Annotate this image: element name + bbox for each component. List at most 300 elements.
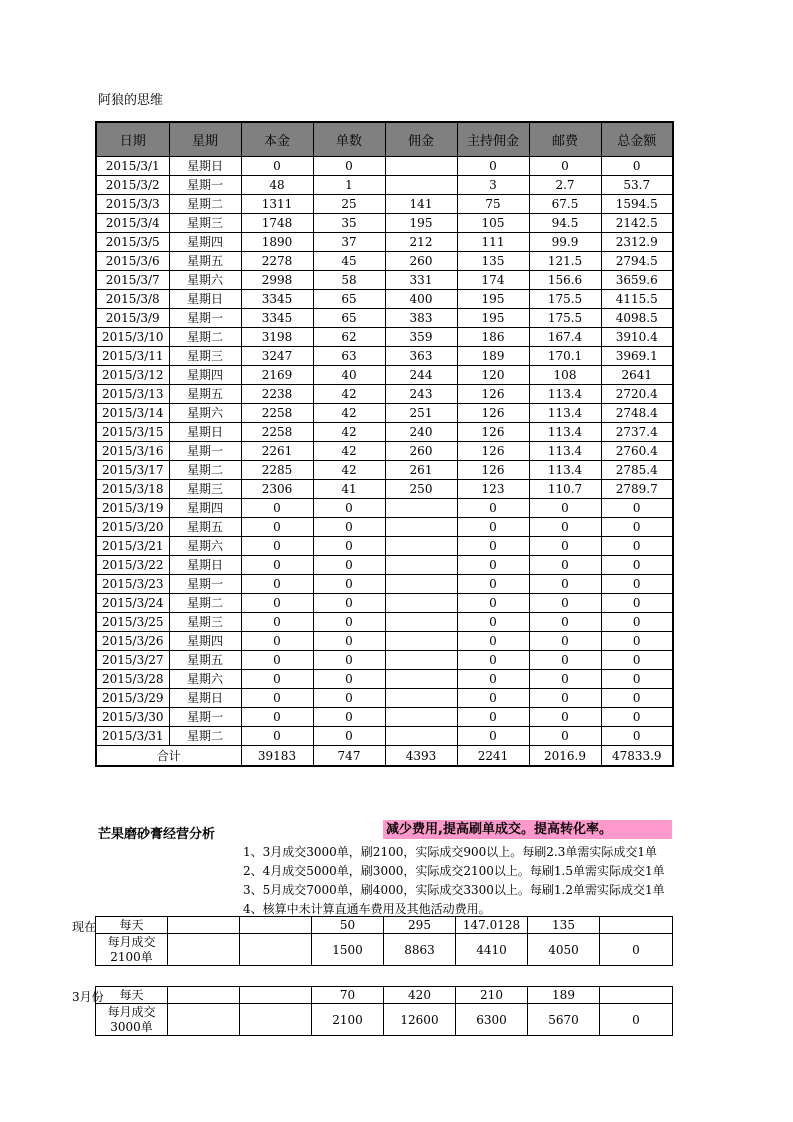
analysis-cell: 0: [600, 934, 673, 966]
cell-commission: [385, 594, 457, 613]
cell-principal: 3198: [241, 328, 313, 347]
table-row: [96, 423, 673, 442]
cell-host-commission: 0: [457, 518, 529, 537]
note-2: 2、4月成交5000单，刷3000，实际成交2100以上。每刷1.5单需实际成交1单: [243, 864, 665, 878]
highlight-note: 减少费用,提高刷单成交。提高转化率。: [383, 820, 672, 839]
analysis-row-label: 每月成交2100单: [96, 934, 168, 966]
cell-weekday: 星期一: [169, 176, 241, 195]
cell-commission: 260: [385, 442, 457, 461]
cell-date: 2015/3/31: [96, 727, 169, 746]
cell-weekday: 星期五: [169, 385, 241, 404]
cell-host-commission: 0: [457, 651, 529, 670]
cell-weekday: 星期二: [169, 328, 241, 347]
cell-total-amount: 0: [601, 727, 673, 746]
cell-weekday: 星期一: [169, 575, 241, 594]
cell-commission: [385, 670, 457, 689]
analysis-cell: [240, 934, 312, 966]
note-1: 1、3月成交3000单，刷2100，实际成交900以上。每刷2.3单需实际成交1单: [243, 845, 657, 859]
cell-date: 2015/3/20: [96, 518, 169, 537]
analysis-cell: 147.0128: [456, 917, 528, 934]
cell-commission: 261: [385, 461, 457, 480]
cell-weekday: 星期四: [169, 366, 241, 385]
cell-date: 2015/3/17: [96, 461, 169, 480]
cell-total-amount: 2794.5: [601, 252, 673, 271]
total-postage: 2016.9: [529, 746, 601, 767]
cell-postage: 0: [529, 518, 601, 537]
table-row: [96, 689, 673, 708]
table-row: [96, 518, 673, 537]
cell-weekday: 星期日: [169, 157, 241, 176]
cell-date: 2015/3/16: [96, 442, 169, 461]
cell-weekday: 星期五: [169, 651, 241, 670]
cell-commission: 244: [385, 366, 457, 385]
cell-date: 2015/3/8: [96, 290, 169, 309]
cell-commission: 331: [385, 271, 457, 290]
cell-postage: 156.6: [529, 271, 601, 290]
cell-postage: 175.5: [529, 290, 601, 309]
table-row: [96, 366, 673, 385]
cell-host-commission: 120: [457, 366, 529, 385]
cell-principal: 0: [241, 518, 313, 537]
cell-postage: 113.4: [529, 461, 601, 480]
note-4: 4、核算中未计算直通车费用及其他活动费用。: [243, 902, 491, 916]
cell-principal: 3345: [241, 290, 313, 309]
table-row: [96, 499, 673, 518]
cell-weekday: 星期四: [169, 499, 241, 518]
analysis-cell: 70: [312, 987, 384, 1004]
table-row: [96, 385, 673, 404]
cell-orders: 41: [313, 480, 385, 499]
analysis-cell: [240, 917, 312, 934]
cell-host-commission: 174: [457, 271, 529, 290]
cell-host-commission: 126: [457, 385, 529, 404]
table-row: [96, 195, 673, 214]
cell-weekday: 星期一: [169, 309, 241, 328]
cell-date: 2015/3/22: [96, 556, 169, 575]
cell-commission: [385, 499, 457, 518]
total-orders: 747: [313, 746, 385, 767]
cell-orders: 1: [313, 176, 385, 195]
cell-orders: 42: [313, 404, 385, 423]
cell-principal: 1748: [241, 214, 313, 233]
cell-postage: 0: [529, 689, 601, 708]
cell-weekday: 星期日: [169, 556, 241, 575]
cell-weekday: 星期二: [169, 594, 241, 613]
cell-principal: 2261: [241, 442, 313, 461]
cell-postage: 113.4: [529, 385, 601, 404]
cell-weekday: 星期四: [169, 233, 241, 252]
cell-total-amount: 2720.4: [601, 385, 673, 404]
cell-date: 2015/3/12: [96, 366, 169, 385]
cell-commission: [385, 176, 457, 195]
cell-orders: 65: [313, 309, 385, 328]
cell-principal: 0: [241, 670, 313, 689]
cell-postage: 108: [529, 366, 601, 385]
cell-host-commission: 0: [457, 556, 529, 575]
cell-commission: [385, 556, 457, 575]
cell-host-commission: 195: [457, 290, 529, 309]
analysis-row-label: 每月成交3000单: [96, 1004, 168, 1036]
cell-principal: 48: [241, 176, 313, 195]
table-row: [96, 176, 673, 195]
cell-postage: 0: [529, 594, 601, 613]
analysis-cell: 6300: [456, 1004, 528, 1036]
cell-host-commission: 126: [457, 404, 529, 423]
table-row: [96, 708, 673, 727]
cell-postage: 0: [529, 499, 601, 518]
cell-postage: 0: [529, 632, 601, 651]
cell-principal: 0: [241, 651, 313, 670]
analysis-cell: [168, 934, 240, 966]
table-row: [96, 214, 673, 233]
ledger-table: [95, 121, 674, 767]
cell-total-amount: 3969.1: [601, 347, 673, 366]
cell-orders: 0: [313, 518, 385, 537]
cell-weekday: 星期一: [169, 442, 241, 461]
cell-total-amount: 0: [601, 708, 673, 727]
cell-host-commission: 0: [457, 632, 529, 651]
total-host-commission: 2241: [457, 746, 529, 767]
cell-total-amount: 0: [601, 594, 673, 613]
cell-orders: 0: [313, 556, 385, 575]
table-row: [96, 271, 673, 290]
cell-host-commission: 0: [457, 670, 529, 689]
cell-host-commission: 3: [457, 176, 529, 195]
cell-postage: 110.7: [529, 480, 601, 499]
cell-principal: 2998: [241, 271, 313, 290]
cell-principal: 2238: [241, 385, 313, 404]
table-row: [96, 670, 673, 689]
cell-commission: [385, 727, 457, 746]
total-row: [96, 746, 673, 767]
note-3: 3、5月成交7000单，刷4000，实际成交3300以上。每刷1.2单需实际成交1单: [243, 883, 665, 897]
cell-date: 2015/3/3: [96, 195, 169, 214]
cell-host-commission: 111: [457, 233, 529, 252]
total-commission: 4393: [385, 746, 457, 767]
cell-principal: 2258: [241, 404, 313, 423]
cell-host-commission: 195: [457, 309, 529, 328]
cell-date: 2015/3/2: [96, 176, 169, 195]
cell-orders: 0: [313, 708, 385, 727]
cell-total-amount: 0: [601, 632, 673, 651]
cell-orders: 35: [313, 214, 385, 233]
cell-commission: 141: [385, 195, 457, 214]
cell-commission: 250: [385, 480, 457, 499]
cell-orders: 0: [313, 157, 385, 176]
table-row: [96, 537, 673, 556]
table-row: [96, 613, 673, 632]
cell-principal: 2278: [241, 252, 313, 271]
analysis-cell: 0: [600, 1004, 673, 1036]
table-row: [96, 252, 673, 271]
analysis-cell: [240, 1004, 312, 1036]
cell-orders: 65: [313, 290, 385, 309]
cell-host-commission: 0: [457, 157, 529, 176]
cell-postage: 0: [529, 651, 601, 670]
analysis-row: [96, 934, 673, 966]
analysis-row: [96, 1004, 673, 1036]
cell-orders: 42: [313, 442, 385, 461]
analysis-cell: 2100: [312, 1004, 384, 1036]
cell-postage: 99.9: [529, 233, 601, 252]
current-label: 现在: [72, 920, 97, 934]
cell-total-amount: 2785.4: [601, 461, 673, 480]
cell-date: 2015/3/30: [96, 708, 169, 727]
march-label: 3月份: [72, 990, 104, 1004]
table-row: [96, 290, 673, 309]
total-label: 合计: [96, 746, 241, 767]
table-row: [96, 233, 673, 252]
cell-date: 2015/3/13: [96, 385, 169, 404]
cell-commission: [385, 708, 457, 727]
cell-principal: 0: [241, 613, 313, 632]
analysis-cell: 4050: [528, 934, 600, 966]
cell-commission: 251: [385, 404, 457, 423]
analysis-cell: 5670: [528, 1004, 600, 1036]
cell-orders: 42: [313, 385, 385, 404]
cell-weekday: 星期五: [169, 518, 241, 537]
table-row: [96, 442, 673, 461]
cell-orders: 0: [313, 689, 385, 708]
cell-total-amount: 0: [601, 537, 673, 556]
cell-total-amount: 4115.5: [601, 290, 673, 309]
cell-weekday: 星期三: [169, 613, 241, 632]
cell-commission: [385, 157, 457, 176]
analysis-cell: 8863: [384, 934, 456, 966]
analysis-title: 芒果磨砂膏经营分析: [98, 827, 216, 842]
cell-principal: 0: [241, 556, 313, 575]
cell-principal: 3345: [241, 309, 313, 328]
cell-host-commission: 186: [457, 328, 529, 347]
cell-commission: 363: [385, 347, 457, 366]
cell-date: 2015/3/5: [96, 233, 169, 252]
col-header-host-commission: 主持佣金: [457, 122, 529, 157]
cell-orders: 25: [313, 195, 385, 214]
cell-host-commission: 0: [457, 575, 529, 594]
cell-weekday: 星期六: [169, 670, 241, 689]
cell-principal: 3247: [241, 347, 313, 366]
analysis-cell: [600, 917, 673, 934]
col-header-orders: 单数: [313, 122, 385, 157]
analysis-row-label: 每天: [96, 917, 168, 934]
analysis-cell: 1500: [312, 934, 384, 966]
table-row: [96, 157, 673, 176]
table-row: [96, 594, 673, 613]
cell-weekday: 星期日: [169, 290, 241, 309]
cell-principal: 0: [241, 727, 313, 746]
table-header-row: [96, 122, 673, 157]
col-header-principal: 本金: [241, 122, 313, 157]
cell-total-amount: 3910.4: [601, 328, 673, 347]
cell-host-commission: 0: [457, 708, 529, 727]
cell-weekday: 星期二: [169, 727, 241, 746]
analysis-cell: 295: [384, 917, 456, 934]
cell-principal: 0: [241, 689, 313, 708]
cell-weekday: 星期六: [169, 537, 241, 556]
cell-postage: 167.4: [529, 328, 601, 347]
cell-orders: 0: [313, 499, 385, 518]
cell-principal: 0: [241, 537, 313, 556]
analysis-cell: [600, 987, 673, 1004]
cell-total-amount: 2789.7: [601, 480, 673, 499]
cell-orders: 0: [313, 651, 385, 670]
cell-principal: 2285: [241, 461, 313, 480]
cell-commission: 243: [385, 385, 457, 404]
cell-total-amount: 2748.4: [601, 404, 673, 423]
cell-postage: 170.1: [529, 347, 601, 366]
cell-commission: [385, 689, 457, 708]
cell-total-amount: 3659.6: [601, 271, 673, 290]
current-analysis-table: [95, 916, 673, 966]
cell-date: 2015/3/6: [96, 252, 169, 271]
cell-postage: 0: [529, 613, 601, 632]
cell-date: 2015/3/4: [96, 214, 169, 233]
cell-date: 2015/3/14: [96, 404, 169, 423]
cell-weekday: 星期六: [169, 271, 241, 290]
march-analysis-table: [95, 986, 673, 1036]
cell-orders: 42: [313, 461, 385, 480]
cell-date: 2015/3/10: [96, 328, 169, 347]
table-row: [96, 575, 673, 594]
cell-postage: 113.4: [529, 423, 601, 442]
cell-host-commission: 0: [457, 537, 529, 556]
cell-commission: 195: [385, 214, 457, 233]
cell-host-commission: 126: [457, 423, 529, 442]
cell-principal: 0: [241, 708, 313, 727]
cell-total-amount: 2641: [601, 366, 673, 385]
cell-postage: 0: [529, 157, 601, 176]
cell-host-commission: 105: [457, 214, 529, 233]
table-row: [96, 651, 673, 670]
cell-host-commission: 75: [457, 195, 529, 214]
total-amount: 47833.9: [601, 746, 673, 767]
analysis-cell: 420: [384, 987, 456, 1004]
cell-postage: 0: [529, 537, 601, 556]
cell-total-amount: 4098.5: [601, 309, 673, 328]
cell-weekday: 星期四: [169, 632, 241, 651]
cell-principal: 0: [241, 157, 313, 176]
cell-commission: 359: [385, 328, 457, 347]
cell-host-commission: 0: [457, 689, 529, 708]
cell-date: 2015/3/19: [96, 499, 169, 518]
cell-weekday: 星期日: [169, 423, 241, 442]
cell-principal: 0: [241, 594, 313, 613]
cell-commission: [385, 575, 457, 594]
cell-orders: 0: [313, 632, 385, 651]
cell-postage: 0: [529, 556, 601, 575]
col-header-weekday: 星期: [169, 122, 241, 157]
cell-date: 2015/3/1: [96, 157, 169, 176]
cell-commission: 212: [385, 233, 457, 252]
analysis-cell: [240, 987, 312, 1004]
cell-weekday: 星期六: [169, 404, 241, 423]
cell-date: 2015/3/28: [96, 670, 169, 689]
cell-orders: 0: [313, 727, 385, 746]
cell-date: 2015/3/25: [96, 613, 169, 632]
cell-postage: 67.5: [529, 195, 601, 214]
analysis-row: [96, 917, 673, 934]
cell-host-commission: 135: [457, 252, 529, 271]
table-row: [96, 461, 673, 480]
analysis-cell: 12600: [384, 1004, 456, 1036]
cell-date: 2015/3/21: [96, 537, 169, 556]
cell-weekday: 星期三: [169, 480, 241, 499]
analysis-cell: [168, 1004, 240, 1036]
cell-principal: 0: [241, 632, 313, 651]
table-row: [96, 309, 673, 328]
cell-principal: 0: [241, 575, 313, 594]
cell-total-amount: 53.7: [601, 176, 673, 195]
cell-orders: 0: [313, 575, 385, 594]
cell-principal: 1311: [241, 195, 313, 214]
col-header-total-amount: 总金额: [601, 122, 673, 157]
analysis-row-label: 每天: [96, 987, 168, 1004]
cell-total-amount: 2142.5: [601, 214, 673, 233]
analysis-cell: 210: [456, 987, 528, 1004]
cell-postage: 94.5: [529, 214, 601, 233]
cell-commission: 260: [385, 252, 457, 271]
cell-total-amount: 0: [601, 670, 673, 689]
col-header-postage: 邮费: [529, 122, 601, 157]
cell-postage: 0: [529, 708, 601, 727]
cell-date: 2015/3/26: [96, 632, 169, 651]
cell-date: 2015/3/9: [96, 309, 169, 328]
cell-orders: 42: [313, 423, 385, 442]
cell-total-amount: 2737.4: [601, 423, 673, 442]
cell-host-commission: 0: [457, 499, 529, 518]
cell-weekday: 星期二: [169, 195, 241, 214]
cell-orders: 40: [313, 366, 385, 385]
cell-weekday: 星期日: [169, 689, 241, 708]
cell-orders: 0: [313, 613, 385, 632]
cell-weekday: 星期三: [169, 347, 241, 366]
cell-host-commission: 0: [457, 594, 529, 613]
cell-commission: [385, 518, 457, 537]
table-row: [96, 632, 673, 651]
cell-postage: 113.4: [529, 442, 601, 461]
cell-weekday: 星期五: [169, 252, 241, 271]
cell-date: 2015/3/24: [96, 594, 169, 613]
cell-orders: 63: [313, 347, 385, 366]
table-row: [96, 727, 673, 746]
total-principal: 39183: [241, 746, 313, 767]
cell-total-amount: 0: [601, 556, 673, 575]
cell-principal: 2169: [241, 366, 313, 385]
cell-principal: 0: [241, 499, 313, 518]
cell-host-commission: 126: [457, 461, 529, 480]
cell-principal: 1890: [241, 233, 313, 252]
cell-postage: 0: [529, 575, 601, 594]
table-row: [96, 556, 673, 575]
cell-host-commission: 0: [457, 727, 529, 746]
cell-commission: [385, 651, 457, 670]
cell-commission: 240: [385, 423, 457, 442]
cell-date: 2015/3/15: [96, 423, 169, 442]
analysis-cell: [168, 987, 240, 1004]
table-row: [96, 404, 673, 423]
analysis-cell: 50: [312, 917, 384, 934]
cell-weekday: 星期二: [169, 461, 241, 480]
table-row: [96, 480, 673, 499]
cell-host-commission: 126: [457, 442, 529, 461]
cell-date: 2015/3/11: [96, 347, 169, 366]
cell-postage: 113.4: [529, 404, 601, 423]
cell-total-amount: 0: [601, 689, 673, 708]
cell-date: 2015/3/18: [96, 480, 169, 499]
cell-weekday: 星期一: [169, 708, 241, 727]
cell-commission: [385, 613, 457, 632]
cell-orders: 62: [313, 328, 385, 347]
